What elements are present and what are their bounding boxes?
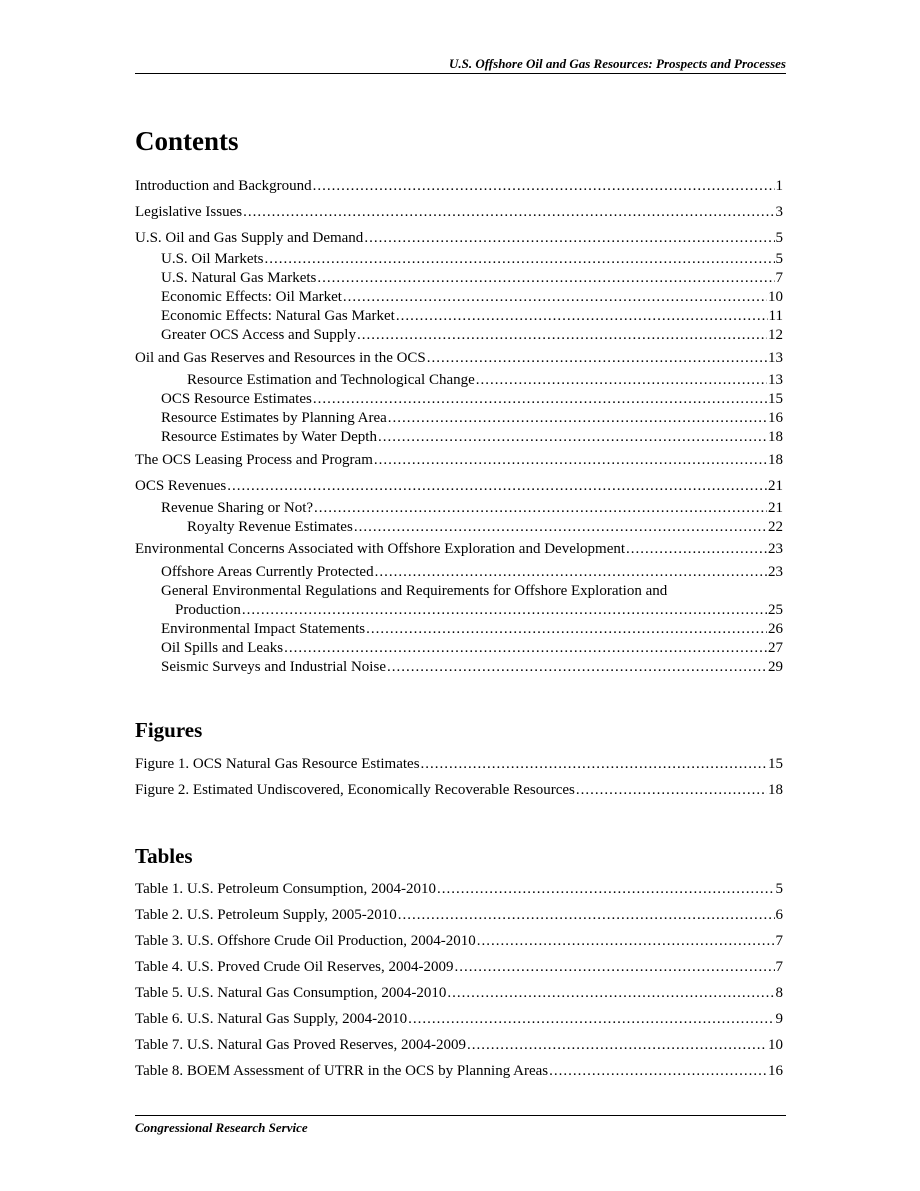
- toc-entry[interactable]: [135, 203, 783, 222]
- toc-entry-title: Introduction and Background: [135, 178, 312, 194]
- toc-entry-page: 23: [768, 541, 783, 557]
- table-entry-title: Table 6. U.S. Natural Gas Supply, 2004-2010: [135, 1011, 408, 1027]
- toc-entry-page: 13: [768, 350, 783, 366]
- toc-entry-page: 5: [775, 251, 783, 267]
- toc-entry-page: 18: [768, 452, 783, 468]
- toc-entry-page: 10: [768, 289, 783, 305]
- table-entry[interactable]: [135, 932, 783, 951]
- dot-leader: [242, 601, 767, 620]
- toc-entry-title: Resource Estimation and Technological Change: [187, 372, 475, 388]
- dot-leader: [366, 620, 767, 639]
- table-entry[interactable]: [135, 880, 783, 899]
- toc-entry[interactable]: [135, 477, 783, 496]
- toc-entry-page: 29: [768, 659, 783, 675]
- header-rule: [135, 73, 786, 74]
- toc-entry-title: U.S. Oil and Gas Supply and Demand: [135, 230, 364, 246]
- footer-rule: [135, 1115, 786, 1116]
- dot-leader: [427, 349, 767, 368]
- toc-entry-page: 12: [768, 327, 783, 343]
- toc-entry-page: 23: [768, 564, 783, 580]
- toc-entry-title: Offshore Areas Currently Protected: [161, 564, 374, 580]
- toc-entry-title: U.S. Oil Markets: [161, 251, 264, 267]
- toc-entry[interactable]: [135, 620, 783, 639]
- table-entry-page: 7: [775, 959, 783, 975]
- dot-leader: [387, 658, 767, 677]
- toc-entry[interactable]: [135, 269, 783, 288]
- toc-entry-title: Royalty Revenue Estimates: [187, 519, 353, 535]
- figure-entry-title: Figure 2. Estimated Undiscovered, Economically Recoverable Resources: [135, 782, 575, 798]
- dot-leader: [354, 518, 767, 537]
- dot-leader: [398, 906, 775, 925]
- dot-leader: [375, 563, 767, 582]
- dot-leader: [313, 390, 767, 409]
- contents-heading: Contents: [135, 126, 239, 156]
- dot-leader: [576, 781, 767, 800]
- toc-entry-page: 11: [768, 308, 783, 324]
- dot-leader: [314, 499, 767, 518]
- toc-entry-title-line2: Production: [175, 602, 241, 618]
- toc-entry-page: 22: [768, 519, 783, 535]
- table-entry[interactable]: [135, 1062, 783, 1081]
- dot-leader: [437, 880, 774, 899]
- dot-leader: [467, 1036, 767, 1055]
- dot-leader: [626, 540, 767, 559]
- toc-entry-title: The OCS Leasing Process and Program: [135, 452, 373, 468]
- toc-entry-page: 27: [768, 640, 783, 656]
- table-entry[interactable]: [135, 1036, 783, 1055]
- dot-leader: [388, 409, 767, 428]
- table-entry[interactable]: [135, 1010, 783, 1029]
- table-entry-title: Table 3. U.S. Offshore Crude Oil Production, 2004-2010: [135, 933, 476, 949]
- toc-entry[interactable]: [135, 371, 783, 390]
- toc-entry-title: Environmental Concerns Associated with Offshore Exploration and Development: [135, 541, 626, 557]
- toc-entry[interactable]: [135, 307, 783, 326]
- toc-entry-title: Legislative Issues: [135, 204, 243, 220]
- table-entry-page: 9: [775, 1011, 783, 1027]
- toc-entry-page: 16: [768, 410, 783, 426]
- dot-leader: [476, 371, 767, 390]
- figure-entry-title: Figure 1. OCS Natural Gas Resource Estimates: [135, 756, 420, 772]
- toc-entry[interactable]: [135, 518, 783, 537]
- table-entry[interactable]: [135, 958, 783, 977]
- table-entry-page: 10: [768, 1037, 783, 1053]
- toc-entry-page: 21: [768, 478, 783, 494]
- toc-entry-title: Oil Spills and Leaks: [161, 640, 284, 656]
- dot-leader: [408, 1010, 774, 1029]
- toc-entry-page: 3: [775, 204, 783, 220]
- table-entry-page: 7: [775, 933, 783, 949]
- toc-entry-page: 21: [768, 500, 783, 516]
- figure-entry-page: 18: [768, 782, 783, 798]
- toc-entry[interactable]: [135, 326, 783, 345]
- table-entry-page: 6: [775, 907, 783, 923]
- dot-leader: [317, 269, 774, 288]
- toc-entry-title: Economic Effects: Oil Market: [161, 289, 342, 305]
- toc-entry-title: Environmental Impact Statements: [161, 621, 366, 637]
- dot-leader: [284, 639, 767, 658]
- dot-leader: [374, 451, 767, 470]
- dot-leader: [313, 177, 775, 196]
- toc-entry[interactable]: [135, 177, 783, 196]
- dot-leader: [265, 250, 775, 269]
- toc-entry[interactable]: [135, 428, 783, 447]
- toc-entry[interactable]: [135, 390, 783, 409]
- table-entry-title: Table 5. U.S. Natural Gas Consumption, 2004-2010: [135, 985, 447, 1001]
- dot-leader: [549, 1062, 767, 1081]
- toc-entry-page: 13: [768, 372, 783, 388]
- table-entry-page: 8: [775, 985, 783, 1001]
- toc-entry-title: OCS Resource Estimates: [161, 391, 312, 407]
- dot-leader: [455, 958, 775, 977]
- toc-entry[interactable]: [135, 349, 783, 368]
- dot-leader: [378, 428, 767, 447]
- toc-entry-title: Seismic Surveys and Industrial Noise: [161, 659, 386, 675]
- toc-entry-title: Economic Effects: Natural Gas Market: [161, 308, 395, 324]
- toc-entry-page: 15: [768, 391, 783, 407]
- toc-entry-page: 1: [775, 178, 783, 194]
- table-entry-page: 5: [775, 881, 783, 897]
- toc-entry-title: Resource Estimates by Water Depth: [161, 429, 377, 445]
- dot-leader: [421, 755, 767, 774]
- dot-leader: [243, 203, 774, 222]
- toc-entry-title: Oil and Gas Reserves and Resources in the OCS: [135, 350, 426, 366]
- toc-entry[interactable]: [135, 451, 783, 470]
- toc-entry[interactable]: [135, 499, 783, 518]
- toc-entry[interactable]: [135, 540, 783, 559]
- table-entry-title: Table 1. U.S. Petroleum Consumption, 2004-2010: [135, 881, 437, 897]
- table-entry[interactable]: [135, 906, 783, 925]
- toc-entry-page: 26: [768, 621, 783, 637]
- dot-leader: [364, 229, 774, 248]
- toc-entry-page: 7: [775, 270, 783, 286]
- toc-entry[interactable]: [135, 639, 783, 658]
- toc-entry[interactable]: [135, 229, 783, 248]
- toc-entry-title: U.S. Natural Gas Markets: [161, 270, 317, 286]
- running-header: U.S. Offshore Oil and Gas Resources: Prospects and Processes: [448, 56, 786, 71]
- toc-entry-title: Greater OCS Access and Supply: [161, 327, 356, 343]
- table-entry-title: Table 7. U.S. Natural Gas Proved Reserves, 2004-2009: [135, 1037, 466, 1053]
- figure-entry[interactable]: [135, 781, 783, 800]
- running-footer: Congressional Research Service: [135, 1120, 308, 1135]
- toc-entry-page: 25: [768, 602, 783, 618]
- tables-heading: Tables: [135, 844, 193, 868]
- figure-entry[interactable]: [135, 755, 783, 774]
- dot-leader: [357, 326, 767, 345]
- toc-entry-title: Revenue Sharing or Not?: [161, 500, 314, 516]
- toc-entry-page: 18: [768, 429, 783, 445]
- toc-entry[interactable]: [135, 601, 783, 620]
- table-entry-title: Table 2. U.S. Petroleum Supply, 2005-2010: [135, 907, 397, 923]
- table-entry[interactable]: [135, 984, 783, 1003]
- toc-entry-title: Resource Estimates by Planning Area: [161, 410, 387, 426]
- table-entry-page: 16: [768, 1063, 783, 1079]
- dot-leader: [227, 477, 767, 496]
- toc-entry-page: 5: [775, 230, 783, 246]
- dot-leader: [447, 984, 774, 1003]
- toc-entry[interactable]: [135, 658, 783, 677]
- toc-entry[interactable]: [135, 563, 783, 582]
- figures-heading: Figures: [135, 718, 203, 742]
- toc-entry[interactable]: [135, 250, 783, 269]
- toc-entry-title-line1[interactable]: General Environmental Regulations and Requirements for Offshore Exploration and: [161, 583, 668, 599]
- figure-entry-page: 15: [768, 756, 783, 772]
- table-entry-title: Table 8. BOEM Assessment of UTRR in the OCS by Planning Areas: [135, 1063, 549, 1079]
- toc-entry-title: OCS Revenues: [135, 478, 227, 494]
- table-entry-title: Table 4. U.S. Proved Crude Oil Reserves, 2004-2009: [135, 959, 454, 975]
- dot-leader: [396, 307, 768, 326]
- toc-entry[interactable]: [135, 409, 783, 428]
- toc-entry[interactable]: [135, 288, 783, 307]
- dot-leader: [477, 932, 775, 951]
- dot-leader: [343, 288, 767, 307]
